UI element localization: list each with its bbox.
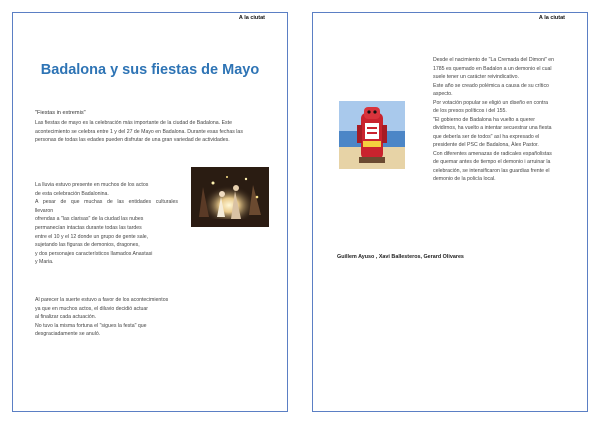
- body-line: demonio de la policía local.: [433, 176, 496, 182]
- closing-line: ya que en muchos actos, el diluvio decidió actuar: [35, 305, 149, 312]
- rain-line: sujetando las figuras de demonios, dragones,: [35, 242, 140, 249]
- body-line: celebración, se intensificaron las guardias frente el: [433, 167, 550, 174]
- article-subtitle: "Fiestas in extremis": [35, 110, 86, 116]
- closing-paragraph: [35, 296, 168, 339]
- body-line: de quemar antes de tiempo el demonio i arruinar la: [433, 159, 551, 165]
- article-title: Badalona y sus fiestas de Mayo: [40, 62, 260, 78]
- rain-line: llevaron: [35, 207, 54, 214]
- rain-line: y dos personajes característicos llamados Anastasi: [35, 250, 153, 257]
- rain-line: La lluvia estuvo presente en muchos de los actos: [35, 182, 149, 188]
- body-line: "El gobierno de Badalona ha vuelto a querer: [433, 116, 535, 123]
- body-line: presidente del PSC de Badalona, Àlex Pastor.: [433, 142, 539, 148]
- rain-line: y Maria.: [35, 259, 54, 266]
- body-line: suele tener un carácter reivindicativo.: [433, 74, 519, 80]
- rain-line: entre el 10 y el 12 donde un grupo de gente sale,: [35, 233, 149, 240]
- body-paragraph: [433, 56, 554, 184]
- intro-line: Las fiestas de mayo es la celebración más importante de la ciudad de Badalona. Este: [35, 120, 232, 126]
- left-page: [12, 12, 288, 412]
- author-credits: Guillem Ayuso , Xavi Ballesteros, Gerard Olivares: [337, 254, 464, 260]
- body-line: Con diferentes amenazas de radicales españolistas: [433, 150, 552, 157]
- rain-paragraph: [35, 181, 178, 267]
- closing-line: desgraciadamente se anuló.: [35, 331, 101, 338]
- body-line: de los presos políticos i del 155.: [433, 108, 507, 114]
- right-page: [312, 12, 588, 412]
- body-line: 1785 es quemado en Badalon a un demonio el cual: [433, 65, 552, 72]
- rain-line: permanecían intactas durante todas las tardes: [35, 224, 142, 231]
- closing-line: al finalizar cada actuación.: [35, 314, 97, 321]
- body-line: que debería ser de todos" así ha expresado el: [433, 133, 540, 140]
- body-line: Este año se creado polémica a causa de su crítico: [433, 82, 549, 89]
- intro-paragraph: [35, 119, 243, 145]
- body-line: Por votación popular se eligió un diseño en contra: [433, 99, 549, 106]
- rain-line: A pesar de que muchas de las entidades culturales: [35, 199, 178, 206]
- demon-figure-beach-photo: [339, 101, 405, 169]
- closing-line: Al parecer la suerte estuvo a favor de los acontecimientos: [35, 297, 169, 303]
- rain-line: ofrendas a "las clarisas" de la ciudad las nubes: [35, 216, 144, 223]
- festival-night-photo: [191, 167, 269, 227]
- body-line: aspecto.: [433, 91, 453, 97]
- closing-line: No tuvo la misma fortuna el "sigues la festa" que: [35, 322, 147, 329]
- page-header: A la ciutat: [538, 15, 565, 21]
- body-line: dividirnos, ha vuelto a intentar secuestrar una fiesta: [433, 125, 552, 131]
- page-header: A la ciutat: [238, 15, 265, 21]
- rain-line: de esta celebración Badalonina.: [35, 190, 109, 197]
- intro-line: personas de todas las edades pueden disfrutar de una gran variedad de actividades.: [35, 137, 230, 144]
- intro-line: acontecimiento se celebra entre 1 y del 27 de Mayo en Badalona. Durante esas fechas las: [35, 128, 243, 135]
- body-line: Desde el nacimiento de "La Cremada del Dimoni" en: [433, 57, 555, 63]
